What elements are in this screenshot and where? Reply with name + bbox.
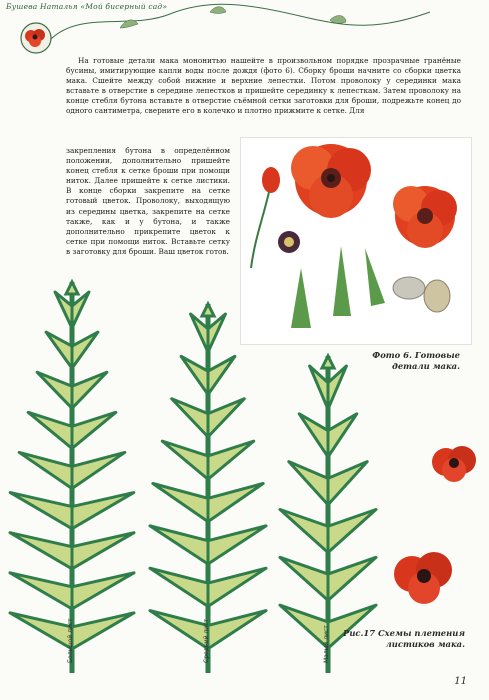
leaf-lobe	[191, 314, 208, 352]
leaf-lobe	[289, 462, 328, 505]
leaf-lobe	[208, 611, 266, 649]
leaf-lobe	[55, 292, 72, 328]
leaf-lobe	[72, 332, 98, 368]
leaf-lobe	[328, 510, 376, 553]
leaf-lobe	[37, 372, 72, 408]
leaf-lobe	[208, 568, 266, 606]
leaf-lobe	[181, 356, 208, 394]
poppy-bud	[251, 167, 280, 268]
leaf-lobe	[10, 573, 72, 609]
leaf-lobe	[280, 510, 328, 553]
leaf-lobe	[150, 526, 208, 564]
leaf-lobe	[28, 412, 72, 448]
article-paragraph-2: закрепления бутона в определённом положении, дополнительно пришейте конец стебля к сетке броши при помощи ниток. Далее пришейте к сетке листики. В конце сборки закрепите на сетке готовый цветок. Проволоку, выходящую из середины цветка, закрепите на сетке также, как и у бутона, и также дополнительно прикрепите цветок к сетке при помощи ниток. Вставьте сетку в заготовку для броши. Ваш цветок готов.	[66, 146, 230, 256]
leaf-large-label: Большой лист	[67, 618, 74, 663]
poppy-center	[278, 231, 300, 253]
leaf-lobe	[172, 399, 208, 437]
leaf-schemes	[0, 278, 489, 688]
leaf-small-label: Малый лист	[323, 625, 330, 663]
leaf-medium-label: Средний лист	[203, 619, 210, 663]
poppy-flower-second	[393, 186, 457, 248]
leaf-lobe	[162, 441, 208, 479]
leaf-lobe	[208, 314, 225, 352]
leaf-lobe	[328, 414, 357, 457]
scheme-caption	[330, 628, 465, 650]
leaf-scheme-medium	[150, 304, 266, 673]
leaf-lobe	[153, 484, 208, 522]
leaf-lobe	[280, 605, 328, 648]
leaf-lobe	[72, 573, 134, 609]
leaf-lobe	[72, 412, 116, 448]
photo-caption-line-1: Фото 6. Готовые	[372, 350, 460, 360]
leaf-tip	[322, 356, 334, 368]
leaf-scheme-large	[10, 282, 134, 673]
leaf-lobe	[150, 611, 208, 649]
leaf-lobe	[10, 493, 72, 529]
leaf-lobe	[328, 366, 346, 409]
article-paragraph-1: На готовые детали мака мононитью нашейте в произвольном порядке прозрачные гранёные бусины, имитирующие капли воды после дождя (фото 6). Сборку броши начните со сборки цветка мака. Сшейте между собой нижние и верхние лепестки. Потом проволоку у серединки мака вставьте в отверстие в середине лепестков и пришейте серединку к лепесткам. Затем проволоку на конце стебля бутона вставьте в отверстие съёмной сетки заготовки для броши, подрежьте конец до одного сантиметра, сверните его в колечко и плотно прижмите к сетке. Для	[66, 56, 461, 116]
leaf-lobe	[10, 533, 72, 569]
leaf-lobe	[72, 493, 134, 529]
leaf-lobe	[72, 533, 134, 569]
leaf-lobe	[208, 399, 244, 437]
photo-caption-line-2: детали мака.	[392, 361, 460, 371]
leaf-lobe	[150, 568, 208, 606]
leaf-lobe	[46, 332, 72, 368]
leaf-lobe	[310, 366, 328, 409]
leaf-lobe	[328, 557, 376, 600]
leaf-tip	[66, 282, 78, 294]
leaf-lobe	[72, 292, 89, 328]
running-header: Бушева Наталья «Мой бисерный сад»	[6, 2, 168, 11]
leaf-lobe	[208, 484, 263, 522]
leaf-lobe	[19, 452, 72, 488]
leaf-lobe	[72, 452, 125, 488]
poppy-decoration-upper	[424, 432, 484, 492]
leaf-lobe	[208, 526, 266, 564]
leaf-lobe	[280, 557, 328, 600]
leaf-lobe	[208, 356, 235, 394]
leaf-lobe	[208, 441, 254, 479]
page-number: 11	[454, 676, 467, 687]
poppy-decoration-lower	[384, 536, 464, 616]
scheme-caption-line-2: листиков мака.	[385, 639, 465, 649]
poppy-flower-large	[291, 144, 371, 218]
leaf-lobe	[299, 414, 328, 457]
leaf-lobe	[10, 613, 72, 649]
scheme-caption-line-1: Рис.17 Схемы плетения	[343, 628, 465, 638]
leaf-lobe	[72, 613, 134, 649]
leaf-lobe	[72, 372, 107, 408]
leaf-lobe	[328, 462, 367, 505]
leaf-tip	[202, 304, 214, 316]
decorative-vine	[0, 0, 489, 60]
